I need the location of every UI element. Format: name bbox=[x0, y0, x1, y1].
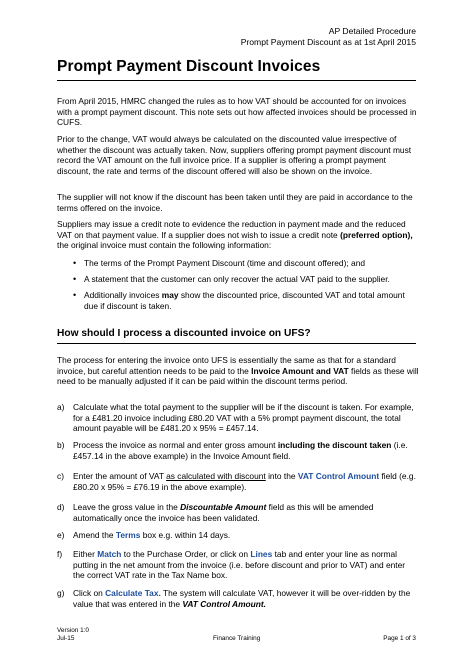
step-a-letter: a) bbox=[57, 402, 65, 412]
step-d-text: Leave the gross value in the Discountable Amount field as this will be amended automatically once the invoice has been validated. bbox=[73, 502, 374, 523]
step-d-letter: d) bbox=[57, 502, 65, 512]
header-procedure-label: AP Detailed Procedure bbox=[328, 26, 416, 36]
process-paragraph: The process for entering the invoice onto UFS is essentially the same as that for a standard invoice, but careful attention needs to be paid to the Invoice Amount and VAT fields as these will need to be manually adjusted if it can be paid within the discount terms period. bbox=[57, 355, 419, 387]
step-c-letter: c) bbox=[57, 471, 64, 481]
step-f-letter: f) bbox=[57, 549, 63, 559]
title-underline bbox=[57, 80, 416, 81]
intro-paragraph-4: Suppliers may issue a credit note to evidence the reduction in payment made and the reduced VAT on that payment value. If a supplier does not wish to issue a credit note (preferred option), the original invoice must contain the following information: bbox=[57, 219, 413, 251]
step-e-text: Amend the Terms box e.g. within 14 days. bbox=[73, 530, 231, 540]
step-a-text: Calculate what the total payment to the supplier will be if the discount is taken. For example, for a £481.20 invoice including £80.20 VAT with a 5% prompt payment discount, the total amount payable will be £481.20 x 95% = £457.14. bbox=[73, 402, 414, 434]
footer-version: Version 1:0 bbox=[57, 627, 89, 634]
section-underline bbox=[57, 343, 416, 344]
header-subtitle: Prompt Payment Discount as at 1st April 2015 bbox=[240, 37, 416, 47]
bullet-icon: • bbox=[73, 290, 77, 300]
step-g-letter: g) bbox=[57, 588, 65, 598]
bullet-icon: • bbox=[73, 274, 77, 284]
bullet-item-2: A statement that the customer can only recover the actual VAT paid to the supplier. bbox=[84, 274, 390, 284]
step-c-text: Enter the amount of VAT as calculated with discount into the VAT Control Amount field (e.g. £80.20 x 95% = £76.19 in the above example). bbox=[73, 471, 416, 492]
step-e-letter: e) bbox=[57, 530, 65, 540]
section-heading: How should I process a discounted invoice on UFS? bbox=[57, 328, 311, 339]
footer-date: Jul-15 bbox=[57, 635, 75, 642]
step-g-text: Click on Calculate Tax. The system will calculate VAT, however it will be over-ridden by the value that was entered in the VAT Control Amount. bbox=[73, 588, 411, 609]
bullet-item-1: The terms of the Prompt Payment Discount (time and discount offered); and bbox=[84, 258, 366, 268]
step-b-text: Process the invoice as normal and enter gross amount including the discount taken (i.e. £457.14 in the above example) in the Invoice Amount field. bbox=[73, 440, 408, 461]
intro-paragraph-3: The supplier will not know if the discount has been taken until they are paid in accordance to the terms offered on the invoice. bbox=[57, 192, 413, 213]
footer-page-number: Page 1 of 3 bbox=[383, 635, 416, 642]
step-f-text: Either Match to the Purchase Order, or click on Lines tab and enter your line as normal putting in the net amount from the invoice (i.e. before discount and prior to VAT) and enter the correct VAT rate in the Tax Name box. bbox=[73, 549, 406, 581]
intro-paragraph-1: From April 2015, HMRC changed the rules as to how VAT should be accounted for on invoices with a prompt payment discount. This note sets out how affected invoices should be processed in CUFS. bbox=[57, 96, 417, 128]
step-b-letter: b) bbox=[57, 440, 65, 450]
page-title: Prompt Payment Discount Invoices bbox=[57, 58, 321, 75]
footer-center-label: Finance Training bbox=[213, 635, 261, 642]
bullet-icon: • bbox=[73, 258, 77, 268]
bullet-item-3: Additionally invoices may show the discounted price, discounted VAT and total amount due if discount is taken. bbox=[84, 290, 405, 311]
intro-paragraph-2: Prior to the change, VAT would always be calculated on the discounted value irrespective of whether the discount was actually taken. Now, suppliers offering prompt payment discount must record the VAT amount on the full invoice price. If a supplier is offering a prompt payment discount, the rate and terms of the discount offered will also be shown on the invoice. bbox=[57, 134, 412, 176]
